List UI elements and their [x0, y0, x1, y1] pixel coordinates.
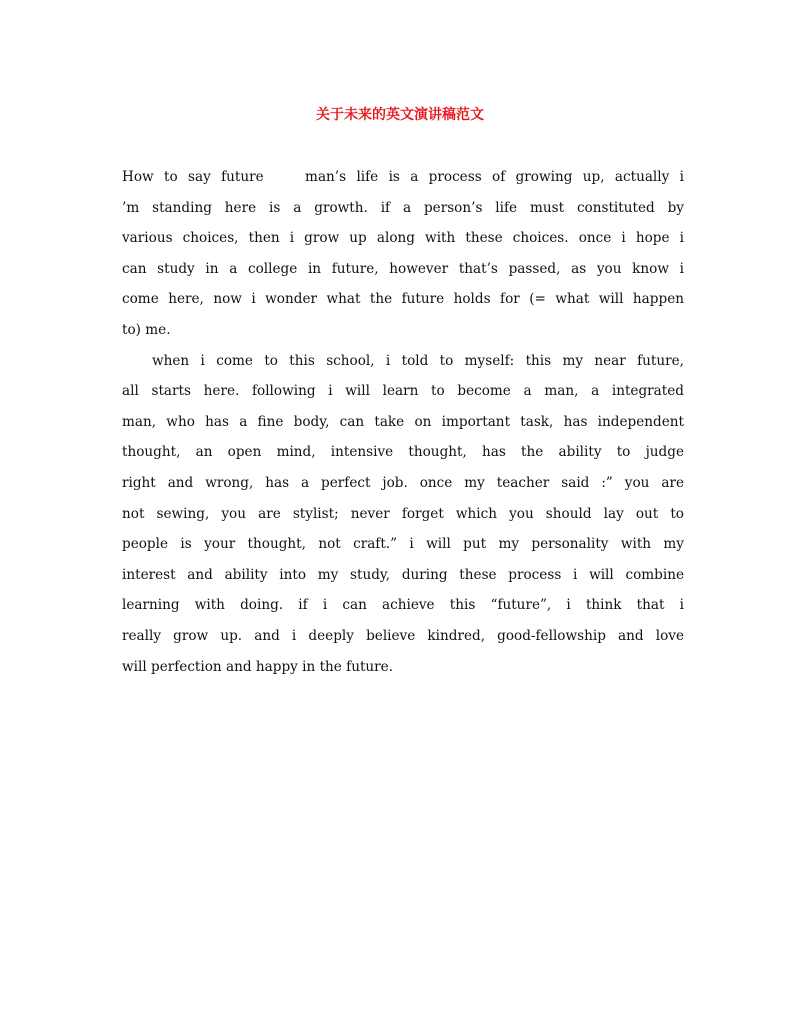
- document-title: 关于未来的英文演讲稿范文: [316, 107, 484, 123]
- document-body: [122, 162, 684, 682]
- text-line: will perfection and happy in the future.: [122, 658, 394, 675]
- text-line: can study in a college in future, however that’s passed, as you know i: [122, 260, 684, 277]
- text-line: right and wrong, has a perfect job. once my teacher said :” you are: [122, 474, 684, 491]
- text-line: not sewing, you are stylist; never forget which you should lay out to: [122, 505, 684, 522]
- text-line: all starts here. following i will learn to become a man, a integrated: [122, 383, 684, 400]
- text-line: interest and ability into my study, during these process i will combine: [122, 566, 684, 583]
- paragraph-2: [122, 346, 684, 683]
- text-line: to) me.: [122, 321, 171, 338]
- text-line: various choices, then i grow up along with these choices. once i hope i: [122, 230, 684, 247]
- paragraph-1: [122, 162, 684, 346]
- text-line: when i come to this school, i told to myself: this my near future,: [152, 352, 684, 369]
- text-line: man, who has a fine body, can take on important task, has independent: [122, 413, 684, 430]
- text-line: come here, now i wonder what the future holds for (= what will happen: [122, 291, 684, 308]
- text-line: really grow up. and i deeply believe kindred, good-fellowship and love: [122, 627, 684, 644]
- text-line: ’m standing here is a growth. if a person’s life must constituted by: [122, 199, 684, 216]
- text-line: thought, an open mind, intensive thought, has the ability to judge: [122, 444, 684, 461]
- text-line: How to say future man’s life is a process of growing up, actually i: [122, 169, 684, 185]
- text-line: people is your thought, not craft.” i will put my personality with my: [122, 536, 684, 553]
- text-line: learning with doing. if i can achieve this “future”, i think that i: [122, 597, 684, 614]
